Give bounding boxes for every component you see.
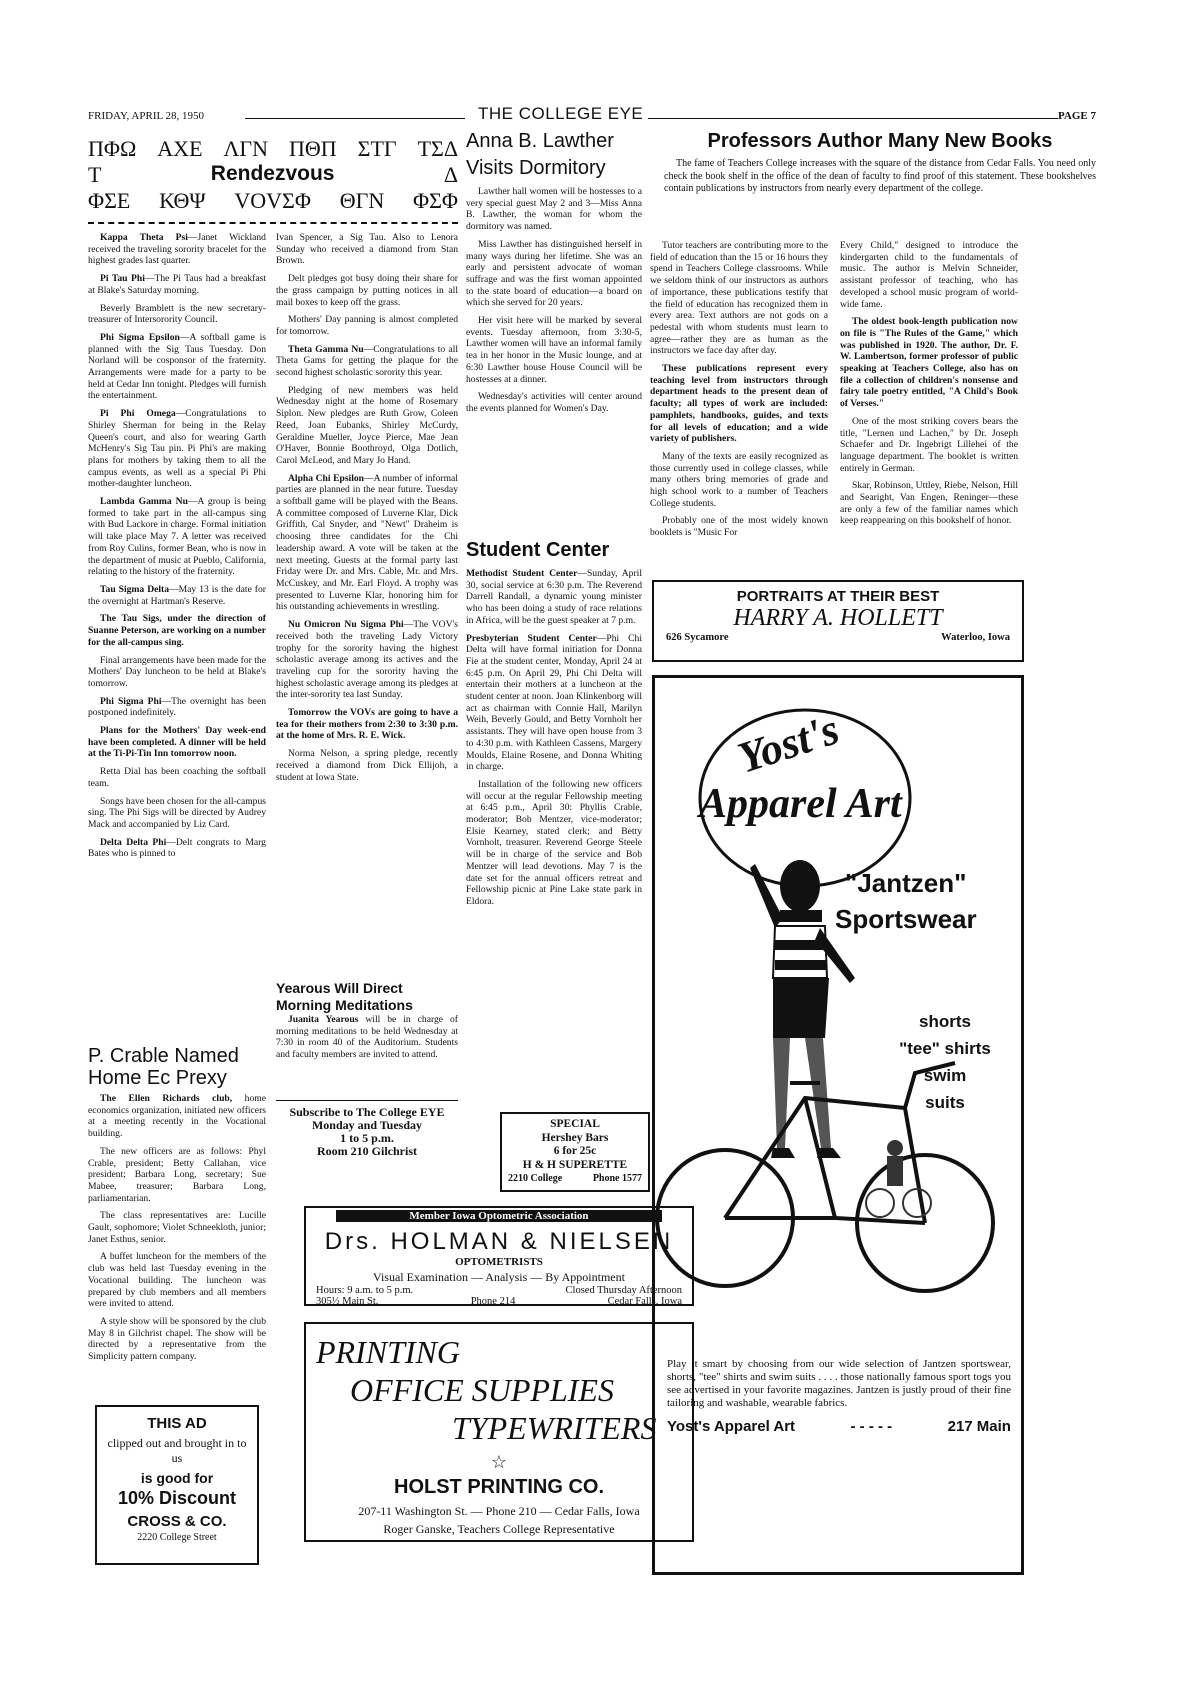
item: Lambda Gamma Nu—A group is being formed to take part in the all-campus sing with Bud Lackore in charge. Formal initiation will take place May 7. A letter was received from Roy Culins, former Bean, who is now in the department of music at Pueblo, California, relating to the history of the fraternity. <box>88 496 266 578</box>
masthead-rule-left <box>245 118 465 119</box>
item: A buffet luncheon for the members of the club was held last Tuesday evening in the Vocational building. The luncheon was prepared by club members and all members were invited to attend. <box>88 1251 266 1310</box>
ad-item-list <box>885 1008 1005 1116</box>
item: Wednesday's activities will center around the events planned for Women's Day. <box>466 391 642 414</box>
ad-line: is good for <box>140 1470 214 1486</box>
hollett-ad <box>652 580 1024 662</box>
item: Nu Omicron Nu Sigma Phi—The VOV's received both the traveling Lady Victory trophy for the sorority having the highest scholastic average among its actives and the traveling cup for the sorority having the highest scholastic average among its pledges at the inter-sorority tea last Sunday. <box>276 619 458 701</box>
item: Theta Gamma Nu—Congratulations to all Theta Gams for getting the plaque for the second highest scholastic sorority this year. <box>276 343 458 379</box>
item: Tau Sigma Delta—May 13 is the date for the overnight at Hartman's Reserve. <box>88 583 266 607</box>
greek-letters: ΦΣΦ <box>413 188 458 213</box>
item: A style show will be sponsored by the club May 8 in Gilchrist chapel. The show will be directed by a representative from the Simplicity pattern company. <box>88 1315 266 1363</box>
yosts-logo-apparel: Apparel Art <box>699 781 902 827</box>
item: Installation of the following new officers will occur at the regular Fellowship meeting at 6:45 p.m., April 30: Phyllis Crable, moderator; Bob Mentzer, vice-moderator; Elsie Kearney, stated clerk; and Betty Vornholt, treasurer. Reverend George Steele will be in charge of the service and Bob Mentzer will lead devotions. May 7 is the date set for the annual officers retreat and Fellowship picnic at Pine Lake state park in Eldora. <box>466 778 642 907</box>
item: The Tau Sigs, under the direction of Suanne Peterson, are working on a number for the all-campus sing. <box>88 613 266 648</box>
ad-city: Waterloo, Iowa <box>941 632 1010 643</box>
lawther-headline: Anna B. Lawther Visits Dormitory <box>466 130 614 179</box>
ad-address: 207-11 Washington St. — Phone 210 — Cedar Falls, Iowa <box>358 1504 640 1518</box>
ad-line: Roger Ganske, Teachers College Representative <box>383 1522 615 1536</box>
item: Norma Nelson, a spring pledge, recently received a diamond from Dick Ellijoh, a student at Iowa State. <box>276 748 458 783</box>
yosts-ad-footer <box>667 1418 1011 1435</box>
item: Juanita Yearous will be in charge of morning meditations to be held Wednesday at 7:30 in room 40 of the Auditorium. Students and faculty members are invited to attend. <box>276 1014 458 1061</box>
greek-letters: ΑΧΕ <box>157 136 203 161</box>
greek-letters: ΣΤΓ <box>357 136 397 161</box>
professors-column-2 <box>840 240 1018 533</box>
greek-letters: ΚΘΨ <box>159 188 206 213</box>
item: Tutor teachers are contributing more to the field of education than the 15 or 16 hours they spend in Teachers College classrooms. While we seldom think of our instructors as authors of importance, these publications testify that the field of education has recognized them in every area. Text authors are not gods on a pedestal with whom students must learn to agree—rather they are as human as the instructors we face day after day. <box>650 240 828 357</box>
item: Beverly Bramblett is the new secretary-treasurer of Intersorority Council. <box>88 302 266 326</box>
ad-dashes: - - - - - <box>850 1418 893 1435</box>
student-center-headline: Student Center <box>466 539 610 561</box>
ad-line: Monday and Tuesday <box>311 1118 423 1132</box>
rendezvous-column-1 <box>88 232 266 866</box>
item: Plans for the Mothers' Day week-end have been completed. A dinner will be held at the Ti-Pi-Tin Inn tomorrow noon. <box>88 725 266 760</box>
ad-line: PORTRAITS AT THEIR BEST <box>736 588 940 605</box>
ad-line: PRINTING <box>316 1334 460 1370</box>
ad-address: 2210 College <box>508 1173 563 1184</box>
ad-item: shorts <box>919 1012 971 1031</box>
greek-row-2 <box>88 162 458 188</box>
rendezvous-header <box>88 136 458 214</box>
hollett-name: HARRY A. HOLLETT <box>733 605 943 631</box>
item: Alpha Chi Epsilon—A number of informal parties are planned in the near future. Tuesday a softball game will be played with the Beans. A committee composed of Luverne Klar, Dick Griffith, Cal Snyder, and "Newt" Draheim is choosing three candidates for the Chi leadership award. A vote will be taken at the next meeting. Guests at the formal party last Friday were Dr. and Mrs. Cable, Mr. and Mrs. McCuskey, and Mr. Earl Floyd. A trophy was presented to Luverne Klar, honoring him for his outstanding achievements in wrestling. <box>276 472 458 613</box>
ad-item: suits <box>925 1093 965 1112</box>
item: Miss Lawther has distinguished herself in many ways during her lifetime. She was an early and persistent advocate of woman suffrage and was the first woman appointed to the state board of education—a board on which she served for 20 years. <box>466 238 642 309</box>
item: Her visit here will be marked by several events. Tuesday afternoon, from 3:30-5, Lawther women will have an informal family tea in her honor in the Music lounge, and at 6:30 Lawther house House Council will be hostesses at a dinner. <box>466 315 642 385</box>
crable-headline: P. Crable Named Home Ec Prexy <box>88 1045 239 1089</box>
greek-letters: Τ <box>88 162 102 187</box>
yosts-ad-copy: Play it smart by choosing from our wide selection of Jantzen sportswear, shorts, "tee" shirts and swim suits . . . . those nationally famous sport togs you see advertised in your favorite magazines. Jantzen is justly proud of their fine tailoring and washable, wearable fabrics. <box>667 1358 1011 1409</box>
item: Retta Dial has been coaching the softball team. <box>88 766 266 789</box>
greek-letters: Δ <box>443 162 458 187</box>
greek-letters: ΠΘΠ <box>289 136 337 161</box>
optometrist-title: Drs. HOLMAN & NIELSEN <box>324 1228 674 1255</box>
holst-name: HOLST PRINTING CO. <box>394 1476 604 1498</box>
greek-letters: ΛΓΝ <box>223 136 269 161</box>
ad-address: 626 Sycamore <box>666 632 729 643</box>
greek-letters: ΦΣΕ <box>88 188 131 213</box>
jantzen-brand: "Jantzen" <box>845 868 967 898</box>
item: Mothers' Day panning is almost completed for tomorrow. <box>276 314 458 337</box>
item: Ivan Spencer, a Sig Tau. Also to Lenora Sunday who received a diamond from Stan Brown. <box>276 232 458 267</box>
hershey-ad <box>500 1112 650 1192</box>
item: The fame of Teachers College increases with the square of the distance from Cedar Falls. You need only check the book shelf in the office of the dean of faculty to find proof of this statement. These bookshelves contain publications by instructors from nearly every department of the college. <box>664 158 1096 194</box>
cross-co-ad <box>95 1405 259 1565</box>
ad-address: 2220 College Street <box>137 1532 217 1543</box>
lawther-article <box>466 128 642 421</box>
item: The Ellen Richards club, home economics organization, initiated new officers at a meeting recently in the Vocational building. <box>88 1093 266 1140</box>
ad-item: swim <box>923 1066 967 1085</box>
greek-row-1 <box>88 136 458 162</box>
ad-line: SPECIAL <box>550 1118 600 1130</box>
yosts-logo: Yost's <box>731 704 845 783</box>
ad-phone: Phone 1577 <box>592 1173 642 1184</box>
item: Phi Sigma Phi—The overnight has been postponed indefinitely. <box>88 695 266 719</box>
item: Kappa Theta Psi—Janet Wickland received the traveling sorority bracelet for the highest grades last quarter. <box>88 232 266 267</box>
item: Pi Phi Omega—Congratulations to Shirley Sherman for being in the Relay Queen's court, and also for wearing Garth McHenry's Sig Tau pin. Pi Phi's are making plans for mothers by taking them to all the campus events, as well as a special Pi Phi mother-daughter luncheon. <box>88 408 266 490</box>
item: Presbyterian Student Center—Phi Chi Delta will have formal initiation for Donna Fie at the student center, Monday, April 24 at 6:45 p.m. On April 29, Phi Chi Delta will entertain their mothers at a luncheon at the student center at noon. Joan Klinkenborg will act as chairman with Connie Hall, Marilyn Weih, Beverly Gould, and Betty Vornholt her assistants. They will have open house from 3 to 4:30 p.m. with Kathleen Cassens, Margery Moulds, Elaine Rosene, and Donna Whiting in charge. <box>466 632 642 773</box>
ad-line: OPTOMETRISTS <box>455 1256 543 1268</box>
masthead-date: FRIDAY, APRIL 28, 1950 <box>88 110 205 122</box>
item: The class representatives are: Lucille Gault, sophomore; Violet Schneekloth, junior; Janet Esthus, senior. <box>88 1210 266 1245</box>
item: Final arrangements have been made for the Mothers' Day luncheon to be held at Blake's tomorrow. <box>88 654 266 689</box>
ad-discount: 10% Discount <box>117 1488 237 1508</box>
masthead-rule-right <box>648 118 1058 119</box>
greek-letters: ΤΣΔ <box>417 136 458 161</box>
ad-address: 305½ Main St. <box>316 1296 379 1307</box>
greek-letters: ΘΓΝ <box>339 188 385 213</box>
item: Every Child," designed to introduce the kindergarten child to the fundamentals of music. The author is Melvin Schneider, assistant professor of teaching, who has developed a school music program of world-wide fame. <box>840 240 1018 310</box>
greek-letters: ΠΦΩ <box>88 136 137 161</box>
ad-line: 1 to 5 p.m. <box>340 1131 394 1145</box>
professors-column-1 <box>650 240 828 545</box>
item: Skar, Robinson, Uttley, Riebe, Nelson, Hill and Searight, Van Engen, Reninger—these are only a few of the familiar names which keep reappearing on this bookshelf of honor. <box>840 480 1018 527</box>
item: The new officers are as follows: Phyl Crable, president; Betty Callahan, vice president; Barbara Long, secretary; Sue Mabee, treasurer; Barbara Long, parliamentarian. <box>88 1145 266 1204</box>
ad-line: Hershey Bars <box>541 1131 609 1144</box>
ad-line: THIS AD <box>147 1415 207 1432</box>
ad-city: Cedar Falls, Iowa <box>607 1296 682 1307</box>
optometrist-ad <box>304 1206 694 1306</box>
item: Probably one of the most widely known booklets is "Music For <box>650 515 828 539</box>
masthead-paper-name: THE COLLEGE EYE <box>478 104 644 123</box>
ad-store-name: Yost's Apparel Art <box>667 1418 796 1435</box>
greek-row-3 <box>88 188 458 214</box>
jantzen-sportswear: Sportswear <box>835 904 977 934</box>
star-icon: ☆ <box>490 1452 508 1472</box>
ad-phone: Phone 214 <box>470 1296 516 1307</box>
professors-lead <box>664 158 1096 196</box>
student-center-article <box>466 538 642 914</box>
rendezvous-rule <box>88 222 458 224</box>
professors-headline: Professors Author Many New Books <box>707 130 1053 152</box>
item: Delta Delta Phi—Delt congrats to Marg Bates who is pinned to <box>88 836 266 860</box>
ad-item: "tee" shirts <box>899 1039 991 1058</box>
divider <box>276 1100 458 1101</box>
masthead-page-number: PAGE 7 <box>1058 110 1096 122</box>
ad-address: 217 Main <box>947 1418 1011 1435</box>
item: One of the most striking covers bears the title, "Lernen und Lachen," by Dr. Joseph Schaefer and Dr. Ingebrigt Lillehei of the language department. The booklet is written entirely in German. <box>840 415 1018 474</box>
item: The oldest book-length publication now on file is "The Rules of the Game," which was published in 1920. The author, Dr. F. W. Lambertson, former professor of public speaking at Teachers College, also has on file a collection of children's nonsense and fairy tale poetry entitled, "A Child's Book of Verses." <box>840 316 1018 410</box>
item: Pledging of new members was held Wednesday night at the home of Rosemary Siplon. New pledges are Ruth Grow, Coleen Reed, Joan Eubanks, Shirley McCurdy, Geraldine Mueller, Joyce Pierce, Mae Jean O'Haver, Bonnie Boothroyd, Olga Dotlich, Carol McLeod, and Mary Jo Hand. <box>276 384 458 466</box>
crable-article <box>88 1045 266 1369</box>
item: Many of the texts are easily recognized as those currently used in college classes, while many others bring memories of grade and high school work to a number of Teachers College students. <box>650 450 828 509</box>
item: Pi Tau Phi—The Pi Taus had a breakfast at Blake's Saturday morning. <box>88 273 266 296</box>
ad-line: H & H SUPERETTE <box>522 1158 628 1171</box>
item: Songs have been chosen for the all-campus sing. The Phi Sigs will be directed by Audrey Mack and accompanied by Liz Card. <box>88 795 266 830</box>
ad-line: clipped out and brought in to us <box>107 1436 247 1465</box>
item: Lawther hall women will be hostesses to a very special guest May 2 and 3—Miss Anna B. Lawther, the woman for whom the dormitory was named. <box>466 186 642 233</box>
rendezvous-title: Rendezvous <box>210 162 335 185</box>
ad-store-name: CROSS & CO. <box>127 1513 227 1530</box>
holst-printing-ad <box>304 1322 694 1542</box>
item: Methodist Student Center—Sunday, April 30, social service at 6:30 p.m. The Reverend Darrell Randall, a dynamic young minister who has been doing a study of race relations in Africa, will be the guest speaker at 7 p.m. <box>466 568 642 626</box>
ad-line: 6 for 25c <box>553 1145 597 1157</box>
yosts-ad <box>652 675 1024 1575</box>
yearous-article <box>276 980 458 1067</box>
ad-hours: Hours: 9 a.m. to 5 p.m. <box>316 1285 414 1296</box>
item: These publications represent every teaching level from instructors through department heads to the present dean of faculty; all types of work are included: pamphlets, handbooks, guides, and texts for all levels of education; and a wide variety of publishers. <box>650 363 828 445</box>
item: Delt pledges got busy doing their share for the grass campaign by putting notices in all mail boxes to keep off the grass. <box>276 273 458 308</box>
item: Phi Sigma Epsilon—A softball game is planned with the Sig Taus Tuesday. Don Norland will be cosponsor of the fraternity. Arrangements were made for a party to be held at Cedar Inn tonight. Pledges will furnish the entertainment. <box>88 331 267 402</box>
rendezvous-column-2 <box>276 232 458 789</box>
ad-line: Room 210 Gilchrist <box>317 1144 417 1158</box>
ad-line: Subscribe to The College EYE <box>289 1105 445 1119</box>
item: Tomorrow the VOVs are going to have a tea for their mothers from 2:30 to 3:30 p.m. at the home of Mrs. R. E. Wick. <box>276 707 458 742</box>
professors-article <box>650 128 1110 202</box>
yearous-headline: Yearous Will Direct Morning Meditations <box>276 980 413 1013</box>
ad-line: OFFICE SUPPLIES <box>350 1372 614 1408</box>
subscribe-notice <box>276 1106 458 1158</box>
ad-line: TYPEWRITERS <box>452 1410 657 1446</box>
ad-banner: Member Iowa Optometric Association <box>336 1210 662 1222</box>
ad-line: Visual Examination — Analysis — By Appointment <box>373 1270 625 1284</box>
ad-closed: Closed Thursday Afternoon <box>565 1285 682 1296</box>
greek-letters: VOVΣΦ <box>234 188 311 213</box>
